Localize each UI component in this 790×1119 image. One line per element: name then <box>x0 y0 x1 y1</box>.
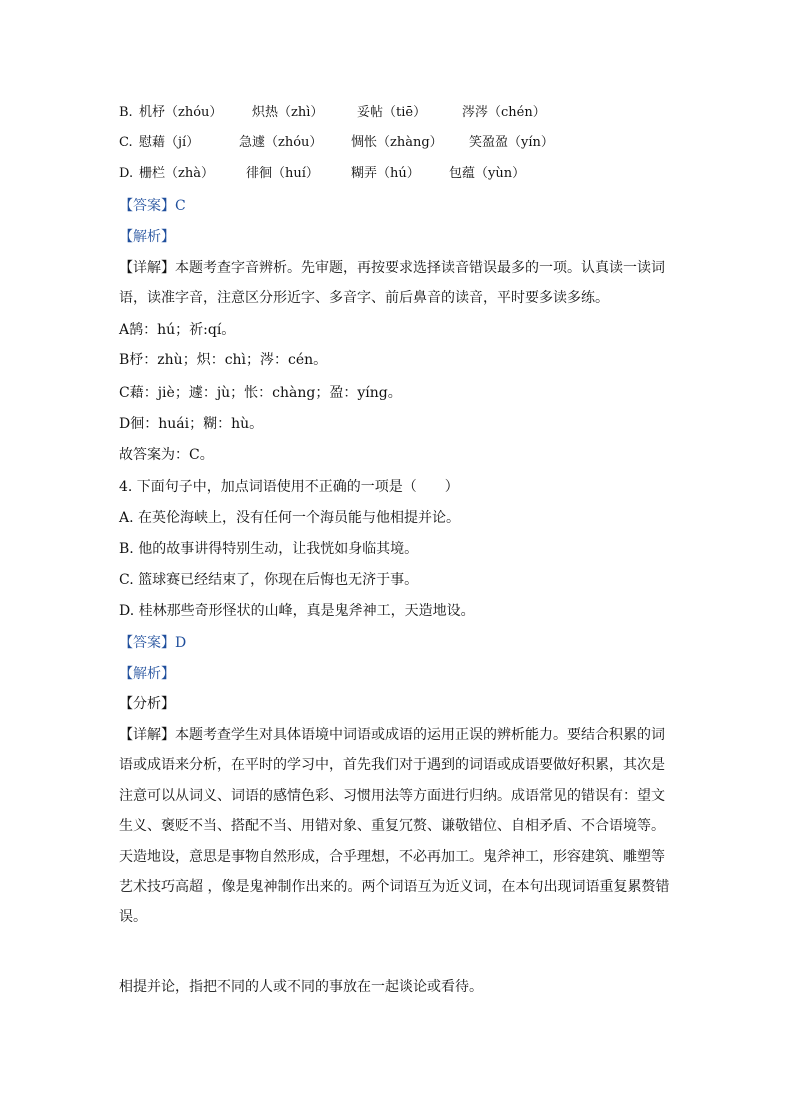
option-item: 栅栏（zhà） <box>139 166 214 181</box>
question-title: 4. 下面句子中，加点词语使用不正确的一项是（ ） <box>119 479 459 495</box>
answer-label: 【答案】D <box>119 635 187 651</box>
option-item: 糊弄（hú） <box>351 166 420 181</box>
question-option: D. 桂林那些奇形怪状的山峰，真是鬼斧神工，天造地设。 <box>119 603 475 619</box>
question-option: A. 在英伦海峡上，没有任何一个海员能与他相提并论。 <box>119 510 461 526</box>
option-item: 机杼（zhóu） <box>139 105 223 120</box>
analysis-label: 【解析】 <box>119 666 175 682</box>
reading-line: B杼：zhù；炽：chì；涔：cén。 <box>119 352 328 368</box>
extra-explanation: 相提并论，指把不同的人或不同的事放在一起谈论或看待。 <box>119 979 483 995</box>
reading-line: C藉：jiè；遽：jù；怅：chàng；盈：yíng。 <box>119 385 402 401</box>
option-item: 涔涔（chén） <box>462 105 546 120</box>
conclusion-text: 故答案为：C。 <box>119 447 214 463</box>
option-item: 慰藉（jí） <box>139 135 200 150</box>
reading-line: D徊：huái；糊：hù。 <box>119 416 264 432</box>
option-item: 惆怅（zhàng） <box>351 135 443 150</box>
option-item: 笑盈盈（yín） <box>469 135 554 150</box>
option-item: 妥帖（tiē） <box>357 105 427 120</box>
detail-paragraph: 【详解】本题考查学生对具体语境中词语或成语的运用正误的辨析能力。要结合积累的词语或成语来分析，在平时的学习中，首先我们对于遇到的词语或成语要做好积累，其次是注意可以从词义、词语的感情色彩、习惯用法等方面进行归纳。成语常见的错误有：望文生义、褒贬不当、搭配不当、用错对象、重复冗赘、谦敬错位、自相矛盾、不合语境等。天造地设，意思是事物自然形成，合乎理想，不必再加工。鬼斧神工，形容建筑、雕塑等艺术技巧高超 ，像是鬼神制作出来的。两个词语互为近义词，在本句出现词语重复累赘错误。 <box>119 727 670 926</box>
question-option: B. 他的故事讲得特别生动，让我恍如身临其境。 <box>119 541 419 557</box>
option-label: B. <box>119 105 133 120</box>
answer-label: 【答案】C <box>119 198 186 214</box>
reading-line: A鹄：hú；祈:qí。 <box>119 322 236 338</box>
fenxi-label: 【分析】 <box>119 696 175 712</box>
option-item: 急遽（zhóu） <box>239 135 323 150</box>
option-item: 包蕴（yùn） <box>449 166 526 181</box>
analysis-label: 【解析】 <box>119 229 175 245</box>
option-label: D. <box>119 166 134 181</box>
option-label: C. <box>119 135 133 150</box>
option-item: 炽热（zhì） <box>252 105 324 120</box>
detail-paragraph: 【详解】本题考查字音辨析。先审题，再按要求选择读音错误最多的一项。认真读一读词语，读准字音，注意区分形近字、多音字、前后鼻音的读音，平时要多读多练。 <box>119 260 665 307</box>
question-option: C. 篮球赛已经结束了，你现在后悔也无济于事。 <box>119 572 419 588</box>
option-item: 徘徊（huí） <box>246 166 319 181</box>
